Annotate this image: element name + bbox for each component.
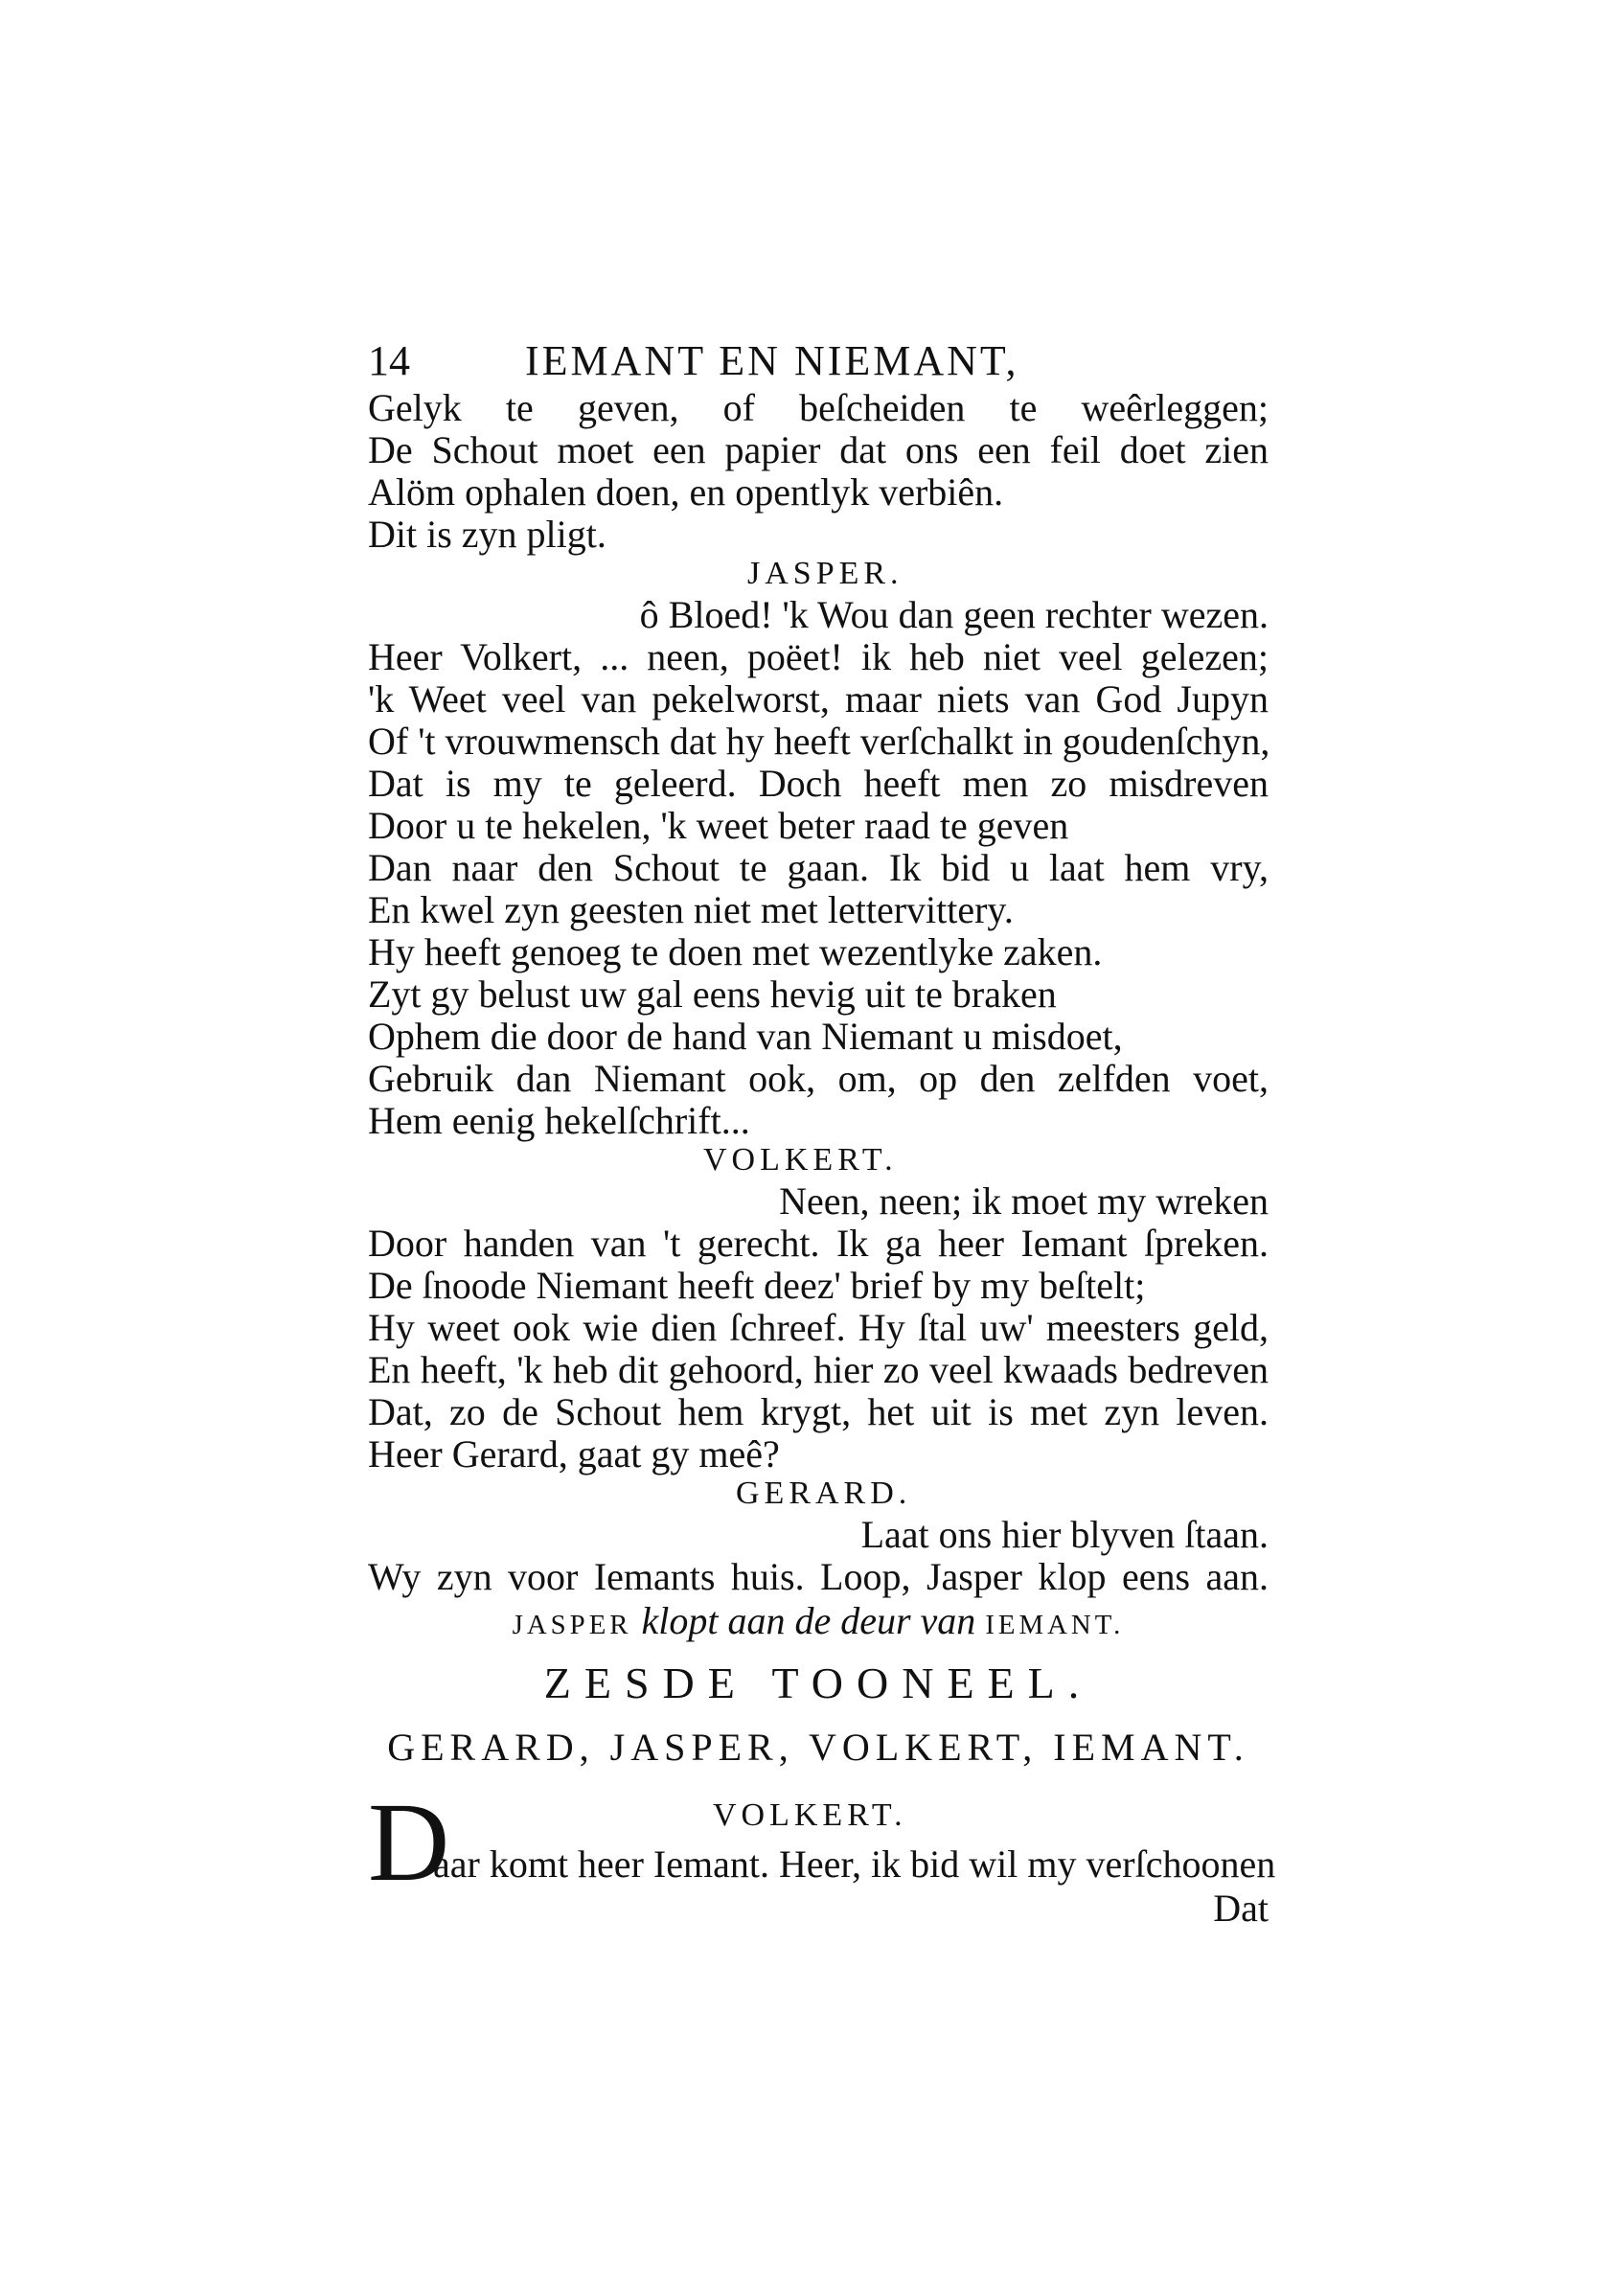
verse-line: Heer Gerard, gaat gy meê?	[368, 1432, 780, 1476]
cast-list: GERARD, JASPER, VOLKERT, IEMANT.	[387, 1726, 1249, 1769]
verse-line: Heer Volkert, ... neen, poëet! ik heb niet veel gelezen;	[368, 635, 1269, 678]
stage-direction	[368, 1598, 1269, 1643]
speaker-name: VOLKERT.	[713, 1797, 907, 1833]
verse-line: Hy heeft genoeg te doen met wezentlyke zaken.	[368, 930, 1103, 973]
drop-cap: D	[368, 1779, 450, 1905]
verse-line: Hem eenig hekelſchrift...	[368, 1099, 750, 1142]
verse-line: 'k Weet veel van pekelworst, maar niets van God Jupyn	[368, 677, 1269, 721]
page-number: 14	[368, 337, 410, 384]
verse-line: Of 't vrouwmensch dat hy heeft verſchalkt in goudenſchyn,	[368, 720, 1270, 763]
verse-line: Dit is zyn pligt.	[368, 513, 606, 556]
verse-line: ô Bloed! 'k Wou dan geen rechter wezen.	[639, 593, 1269, 636]
verse-line: Alöm ophalen doen, en opentlyk verbiên.	[368, 470, 1004, 514]
speaker-name: VOLKERT.	[703, 1142, 898, 1178]
verse-line: Ophem die door de hand van Niemant u misdoet,	[368, 1015, 1123, 1058]
verse-line: Door handen van 't gerecht. Ik ga heer Iemant ſpreken.	[368, 1222, 1269, 1265]
running-title: IEMANT EN NIEMANT,	[525, 337, 1019, 384]
speaker-name: JASPER.	[747, 556, 903, 591]
verse-line: Dan naar den Schout te gaan. Ik bid u laat hem vry,	[368, 846, 1269, 889]
stage-direction-text: klopt aan de deur van	[641, 1599, 976, 1642]
verse-line: Hy weet ook wie dien ſchreef. Hy ſtal uw' meesters geld,	[368, 1306, 1269, 1349]
verse-line: Gebruik dan Niemant ook, om, op den zelfden voet,	[368, 1057, 1269, 1100]
verse-line: En heeft, 'k heb dit gehoord, hier zo veel kwaads bedreven	[368, 1348, 1269, 1391]
verse-line: En kwel zyn geesten niet met lettervittery.	[368, 888, 1014, 931]
speaker-name: GERARD.	[736, 1476, 912, 1511]
verse-line: Gelyk te geven, of beſcheiden te weêrleggen;	[368, 386, 1269, 429]
stage-direction-name: IEMANT.	[985, 1610, 1125, 1640]
verse-line: Laat ons hier blyven ſtaan.	[860, 1513, 1269, 1556]
verse-line: De Schout moet een papier dat ons een feil doet zien	[368, 428, 1269, 471]
catchword: Dat	[1213, 1887, 1269, 1930]
verse-line: Zyt gy belust uw gal eens hevig uit te braken	[368, 972, 1057, 1016]
verse-line: Neen, neen; ik moet my wreken	[779, 1179, 1269, 1223]
verse-line: aar komt heer Iemant. Heer, ik bid wil my verſchoonen	[433, 1842, 1276, 1886]
verse-line: Dat, zo de Schout hem krygt, het uit is met zyn leven.	[368, 1390, 1269, 1433]
scene-title: ZESDE TOONEEL.	[543, 1659, 1093, 1707]
verse-line: Door u te hekelen, 'k weet beter raad te geven	[368, 804, 1069, 847]
verse-line: Wy zyn voor Iemants huis. Loop, Jasper klop eens aan.	[368, 1555, 1269, 1598]
verse-line: De ſnoode Niemant heeft deez' brief by my beſtelt;	[368, 1264, 1146, 1307]
stage-direction-name: JASPER	[512, 1610, 632, 1640]
verse-line: Dat is my te geleerd. Doch heeft men zo misdreven	[368, 762, 1269, 805]
